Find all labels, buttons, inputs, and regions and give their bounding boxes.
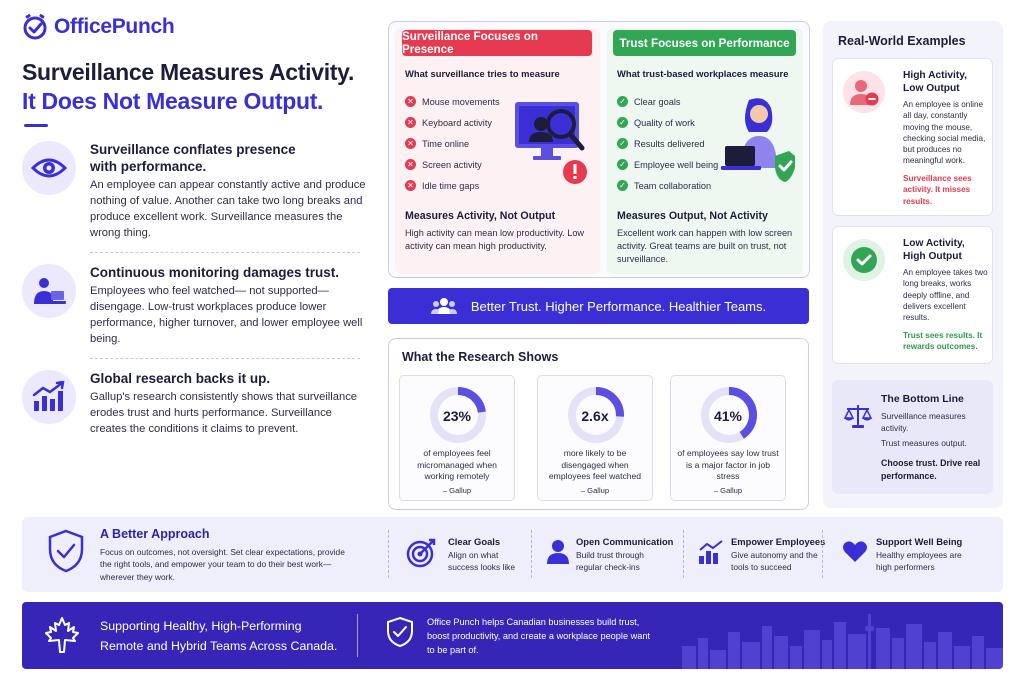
headline-line-2: It Does Not Measure Output. xyxy=(22,88,324,114)
list-item-label: Idle time gaps xyxy=(422,180,480,191)
person-icon xyxy=(546,539,570,565)
surveillance-column xyxy=(395,28,600,274)
list-item-label: Quality of work xyxy=(634,117,695,128)
bottom-line-box xyxy=(832,380,993,494)
shield-check-icon xyxy=(386,616,414,648)
shield-check-icon xyxy=(47,529,85,573)
list-item xyxy=(405,175,500,196)
list-item-label: Keyboard activity xyxy=(422,117,492,128)
stat-source: – Gallup xyxy=(713,486,743,495)
approach-text: Focus on outcomes, not oversight. Set clear expectations, provide the right tools, and empower your team to do their best work— wherever they work. xyxy=(100,547,345,582)
approach-item-text: Healthy employees are high performers xyxy=(876,550,962,573)
x-icon: ✕ xyxy=(405,138,416,149)
eye-icon xyxy=(22,141,76,195)
city-skyline-icon xyxy=(682,602,1003,669)
stat-text: more likely to be disengaged when employees feel watched xyxy=(548,448,642,481)
stat-card xyxy=(399,375,515,501)
x-icon: ✕ xyxy=(405,159,416,170)
list-item-label: Time online xyxy=(422,138,470,149)
check-icon: ✓ xyxy=(617,138,628,149)
bottom-line-heading: The Bottom Line xyxy=(881,393,964,405)
list-item-label: Mouse movements xyxy=(422,96,500,107)
footer-tagline-line-2: Remote and Hybrid Teams Across Canada. xyxy=(100,639,338,653)
trust-subtitle: What trust-based workplaces measure xyxy=(617,68,789,79)
stat-text: of employees feel micromanaged when working remotely xyxy=(417,448,497,481)
point-trust xyxy=(22,264,367,347)
check-icon: ✓ xyxy=(617,159,628,170)
clock-check-icon xyxy=(22,14,48,40)
list-item-label: Screen activity xyxy=(422,159,482,170)
example-heading: Low Activity, High Output xyxy=(903,238,965,262)
surveillance-subtitle: What surveillance tries to measure xyxy=(405,68,560,79)
woman-laptop-icon xyxy=(719,96,799,188)
tagline-text: Better Trust. Higher Performance. Healthier Teams. xyxy=(470,298,767,314)
list-item-label: Results delivered xyxy=(634,138,705,149)
approach-item-text: Build trust through regular check-ins xyxy=(576,550,644,573)
check-circle-icon xyxy=(843,239,885,281)
divider xyxy=(90,358,360,359)
example-card-low-activity xyxy=(832,226,993,364)
scale-icon xyxy=(843,402,873,430)
approach-panel xyxy=(22,517,1003,592)
list-item xyxy=(617,175,718,196)
x-icon: ✕ xyxy=(405,96,416,107)
stat-source: – Gallup xyxy=(442,486,472,495)
stat-card xyxy=(537,375,653,501)
surveillance-heading: Measures Activity, Not Output xyxy=(405,210,556,222)
check-icon: ✓ xyxy=(617,96,628,107)
x-icon: ✕ xyxy=(405,117,416,128)
approach-item-text: Align on what success looks like xyxy=(448,550,516,573)
headline-underline xyxy=(24,124,48,127)
growth-chart-icon xyxy=(22,370,76,424)
stat-value: 41% xyxy=(713,408,743,424)
trust-heading: Measures Output, Not Activity xyxy=(617,210,768,222)
list-item xyxy=(617,112,718,133)
list-item xyxy=(405,154,500,175)
footer-tagline-line-1: Supporting Healthy, High-Performing xyxy=(100,619,302,633)
trust-list xyxy=(617,91,718,196)
list-item xyxy=(405,91,500,112)
point-text: Employees who feel watched— not supported— disengage. Low-trust workplaces produce lower performance, higher turnover, and lower employee well being. xyxy=(90,285,363,345)
example-card-high-activity xyxy=(832,58,993,216)
divider xyxy=(357,614,358,657)
point-title: Global research backs it up. xyxy=(90,371,271,386)
divider xyxy=(531,530,532,578)
list-item xyxy=(617,133,718,154)
research-panel xyxy=(388,338,809,510)
example-text: An employee takes two long breaks, works deeply offline, and delivers excellent results. xyxy=(903,268,988,323)
approach-item-text: Give autonomy and the tools to succeed xyxy=(731,550,818,573)
divider xyxy=(822,530,823,578)
point-text: Gallup's research consistently shows that surveillance erodes trust and hurts performance. Surveillance creates the conditions it claims to prevent. xyxy=(90,391,358,435)
trust-column xyxy=(607,28,803,274)
brand-logo xyxy=(22,14,174,40)
divider xyxy=(683,530,684,578)
list-item xyxy=(405,133,500,154)
trust-pill: Trust Focuses on Performance xyxy=(613,30,796,56)
point-text: An employee can appear constantly active and produce nothing of value. Another can take two long breaks and produce excellent work. Surveillance measures the wrong thing. xyxy=(90,179,366,239)
stat-value: 2.6x xyxy=(581,408,609,424)
maple-leaf-icon xyxy=(44,616,80,654)
point-title-cont: with performance. xyxy=(90,159,207,174)
bar-chart-icon xyxy=(698,539,724,565)
point-title: Continuous monitoring damages trust. xyxy=(90,265,339,280)
examples-panel xyxy=(823,21,1003,508)
compare-panel xyxy=(388,21,810,278)
list-item-label: Employee well being xyxy=(634,159,719,170)
check-icon: ✓ xyxy=(617,180,628,191)
footer-tagline xyxy=(100,616,337,656)
trust-text: Excellent work can happen with low screen activity. Great teams are built on trust, not surveillance. xyxy=(617,228,793,264)
stat-text: of employees say low trust is a major factor in job stress xyxy=(677,448,779,481)
point-presence xyxy=(22,141,367,241)
bottom-line-cta: Choose trust. Drive real performance. xyxy=(881,458,981,481)
surveillance-pill: Surveillance Focuses on Presence xyxy=(402,30,592,56)
stat-source: – Gallup xyxy=(580,486,610,495)
headline xyxy=(22,58,382,116)
surveillance-text: High activity can mean low productivity. Low activity can mean high productivity. xyxy=(405,228,585,251)
team-icon xyxy=(431,297,457,315)
person-laptop-icon xyxy=(22,264,76,318)
footer-description: Office Punch helps Canadian businesses build trust, boost productivity, and create a workplace people want to be part of. xyxy=(427,617,651,655)
check-icon: ✓ xyxy=(617,117,628,128)
point-title: Surveillance conflates presence xyxy=(90,142,296,157)
examples-title: Real-World Examples xyxy=(838,34,966,48)
headline-line-1: Surveillance Measures Activity. xyxy=(22,59,355,85)
example-text: An employee is online all day, constantly moving the mouse, checking social media, but produces no meaningful work. xyxy=(903,100,986,166)
list-item-label: Clear goals xyxy=(634,96,681,107)
point-research xyxy=(22,370,367,437)
divider xyxy=(90,252,360,253)
list-item xyxy=(617,91,718,112)
surveillance-list xyxy=(405,91,500,196)
x-icon: ✕ xyxy=(405,180,416,191)
approach-heading: A Better Approach xyxy=(100,527,210,541)
stat-value: 23% xyxy=(442,408,472,424)
example-verdict: Trust sees results. It rewards outcomes. xyxy=(903,331,983,352)
approach-item-heading: Clear Goals xyxy=(448,536,501,547)
bottom-line-text: Surveillance measures activity. xyxy=(881,411,966,433)
target-icon xyxy=(406,538,436,568)
heart-icon xyxy=(842,540,868,564)
brand-name: OfficePunch xyxy=(54,15,175,38)
tagline-banner xyxy=(388,288,809,324)
example-verdict: Surveillance sees activity. It misses results. xyxy=(903,174,972,206)
example-heading: High Activity, Low Output xyxy=(903,70,967,94)
list-item-label: Team collaboration xyxy=(634,180,712,191)
footer-banner xyxy=(22,602,1003,669)
user-minus-icon xyxy=(843,71,885,113)
approach-item-heading: Open Communication xyxy=(576,536,674,547)
approach-item-heading: Empower Employees xyxy=(731,536,826,547)
monitor-magnifier-icon xyxy=(511,96,599,188)
list-item xyxy=(617,154,718,175)
list-item xyxy=(405,112,500,133)
research-title: What the Research Shows xyxy=(402,350,559,364)
stat-card xyxy=(670,375,786,501)
divider xyxy=(388,530,389,578)
approach-item-heading: Support Well Being xyxy=(876,536,963,547)
bottom-line-text: Trust measures output. xyxy=(881,438,967,448)
